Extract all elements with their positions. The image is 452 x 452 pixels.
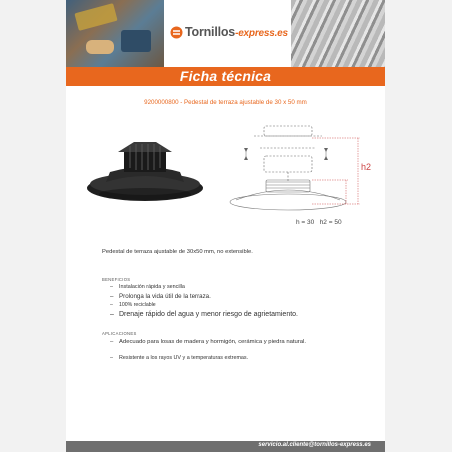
contact-email[interactable]: servicio.al.cliente@tornillos-express.es	[258, 442, 371, 448]
section-aplicaciones: APLICACIONES	[102, 331, 137, 336]
section-beneficios: BENEFICIOS	[102, 277, 131, 282]
dim-h: h = 30	[296, 219, 315, 226]
screws-photo	[291, 0, 385, 67]
product-photo	[84, 122, 206, 212]
list-item: – Adecuado para losas de madera y hormigón, cerámica y piedra natural.	[110, 339, 306, 345]
product-description: Pedestal de terraza ajustable de 30x50 mm, no extensible.	[102, 249, 253, 255]
logo-accent: -express.es	[235, 28, 288, 39]
aplicaciones-list	[110, 339, 306, 361]
brand-logo	[164, 0, 291, 67]
tools-photo	[66, 0, 164, 67]
page-title: Ficha técnica	[179, 68, 272, 84]
beneficios-list	[110, 284, 298, 318]
dimensions	[296, 219, 342, 226]
logo-brand: Tornillos	[185, 25, 236, 39]
list-item: – Prolonga la vida útil de la terraza.	[110, 293, 298, 300]
product-subtitle: 9200000800 - Pedestal de terraza ajustable de 30 x 50 mm	[144, 99, 307, 106]
technical-diagram	[224, 118, 384, 222]
title-bar	[66, 67, 385, 86]
header-banner	[66, 0, 385, 67]
dim-h2: h2 = 50	[319, 219, 342, 226]
footer-bar	[66, 441, 385, 452]
list-item: – 100% reciclable	[110, 302, 298, 308]
datasheet-page	[66, 0, 385, 452]
list-item: – Resistente a los rayos UV y a temperaturas extremas.	[110, 355, 306, 361]
list-item: – Instalación rápida y sencilla	[110, 284, 298, 290]
logo-icon	[170, 26, 183, 39]
list-item: – Drenaje rápido del agua y menor riesgo de agrietamiento.	[110, 311, 298, 318]
h2-label: h2	[361, 162, 372, 172]
